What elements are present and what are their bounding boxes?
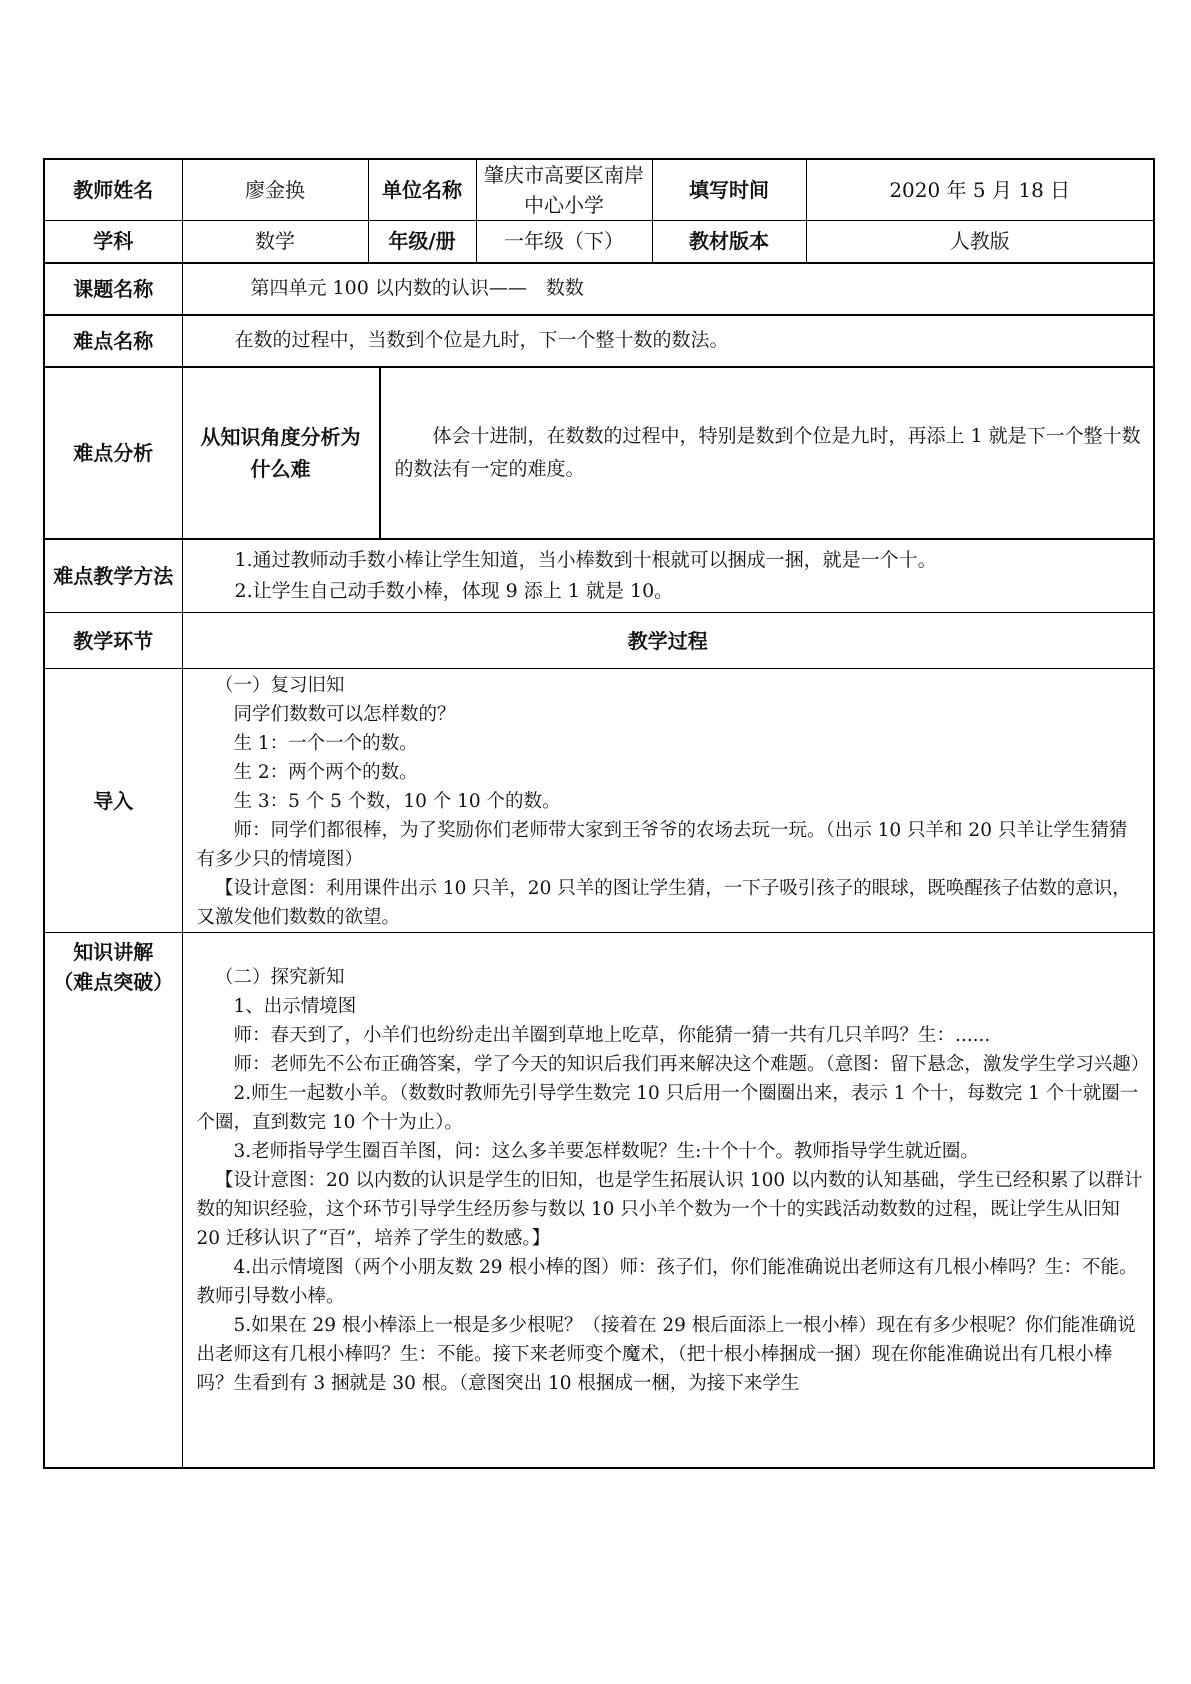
section-header-left: 教学环节 <box>44 613 182 669</box>
method-line-2: 2.让学生自己动手数小棒，体现 9 添上 1 就是 10。 <box>234 579 674 602</box>
knowledge-para-1: （二）探究新知 <box>215 967 345 988</box>
grade-label: 年级/册 <box>368 221 476 263</box>
lesson-plan-table <box>43 158 1155 1469</box>
fill-date-value: 2020 年 5 月 18 日 <box>806 159 1154 221</box>
knowledge-label-line2: （难点突破） <box>53 970 174 994</box>
knowledge-label <box>44 933 182 1468</box>
knowledge-para-9: 5.如果在 29 根小棒添上一根是多少根呢？（接着在 29 根后面添上一根小棒）现在有多少根呢？你们能准确说出老师这有几根小棒吗？生：不能。接下来老师变个魔术，（把十根小棒捆成一捆）现在你能准确说出有几根小棒吗？生看到有 3 捆就是 30 根。（意图突出 10 根捆成一梱，为接下来学生 <box>196 1315 1136 1394</box>
intro-content <box>182 669 1154 933</box>
knowledge-para-3: 师：春天到了，小羊们也纷纷走出羊圈到草地上吃草，你能猜一猜一共有几只羊吗？生：...... <box>233 1025 991 1046</box>
topic-value: 第四单元 100 以内数的认识—— 数数 <box>182 263 1154 315</box>
unit-name-line2: 中心小学 <box>524 193 604 217</box>
subject-label: 学科 <box>44 221 182 263</box>
unit-name-label: 单位名称 <box>368 159 476 221</box>
intro-para-1: （一）复习旧知 <box>215 675 345 696</box>
knowledge-content <box>182 933 1154 1468</box>
intro-para-3: 生 1：一个一个的数。 <box>233 733 418 754</box>
knowledge-label-line1: 知识讲解 <box>73 940 154 964</box>
section-header-right: 教学过程 <box>182 613 1154 669</box>
difficulty-value: 在数的过程中，当数到个位是九时，下一个整十数的数法。 <box>182 315 1154 367</box>
edition-label: 教材版本 <box>652 221 806 263</box>
analysis-value <box>381 368 1154 538</box>
intro-para-6: 师：同学们都很棒，为了奖励你们老师带大家到王爷爷的农场去玩一玩。（出示 10 只羊和 20 只羊让学生猜猜有多少只的情境图） <box>196 820 1128 870</box>
intro-para-5: 生 3：5 个 5 个数，10 个 10 个的数。 <box>233 791 561 812</box>
topic-label: 课题名称 <box>44 263 182 315</box>
knowledge-para-4: 师：老师先不公布正确答案，学了今天的知识后我们再来解决这个难题。（意图：留下悬念，激发学生学习兴趣） <box>233 1054 1150 1075</box>
knowledge-para-7: 【设计意图：20 以内数的认识是学生的旧知，也是学生拓展认识 100 以内数的认知基础，学生已经积累了以群计数的知识经验，这个环节引导学生经历参与数以 10 只小羊个数为一个十的实践活动数数的过程，既让学生从旧知 20 迁移认识了“百”，培养了学生的数感。】 <box>196 1170 1143 1249</box>
intro-para-7: 【设计意图：利用课件出示 10 只羊，20 只羊的图让学生猜，一下子吸引孩子的眼球，既唤醒孩子估数的意识，又激发他们数数的欲望。 <box>196 878 1131 928</box>
teacher-name-value: 廖金换 <box>182 159 368 221</box>
unit-name-value <box>476 159 652 221</box>
analysis-sub-label: 从知识角度分析为什么难 <box>183 368 381 538</box>
subject-value: 数学 <box>182 221 368 263</box>
analysis-cell <box>182 367 1154 539</box>
analysis-label: 难点分析 <box>44 367 182 539</box>
analysis-text: 体会十进制，在数数的过程中，特别是数到个位是九时，再添上 1 就是下一个整十数的数法有一定的难度。 <box>394 424 1141 480</box>
method-line-1: 1.通过教师动手数小棒让学生知道，当小棒数到十根就可以捆成一捆，就是一个十。 <box>234 548 937 571</box>
edition-value: 人教版 <box>806 221 1154 263</box>
method-value <box>182 539 1154 613</box>
knowledge-para-6: 3.老师指导学生圈百羊图，问：这么多羊要怎样数呢？生:十个十个。教师指导学生就近圈。 <box>233 1141 979 1162</box>
difficulty-label: 难点名称 <box>44 315 182 367</box>
grade-value: 一年级（下） <box>476 221 652 263</box>
knowledge-para-5: 2.师生一起数小羊。（数数时教师先引导学生数完 10 只后用一个圈圈出来，表示 1 个十，每数完 1 个十就圈一个圈，直到数完 10 个十为止）。 <box>196 1083 1139 1133</box>
unit-name-line1: 肇庆市高要区南岸 <box>484 163 644 187</box>
knowledge-para-8: 4.出示情境图（两个小朋友数 29 根小棒的图）师：孩子们，你们能准确说出老师这有几根小棒吗？生：不能。教师引导数小棒。 <box>196 1257 1138 1307</box>
fill-date-label: 填写时间 <box>652 159 806 221</box>
intro-label: 导入 <box>44 669 182 933</box>
intro-para-2: 同学们数数可以怎样数的？ <box>233 704 456 725</box>
teacher-name-label: 教师姓名 <box>44 159 182 221</box>
method-label: 难点教学方法 <box>44 539 182 613</box>
knowledge-para-2: 1、出示情境图 <box>233 996 357 1017</box>
intro-para-4: 生 2：两个两个的数。 <box>233 762 418 783</box>
